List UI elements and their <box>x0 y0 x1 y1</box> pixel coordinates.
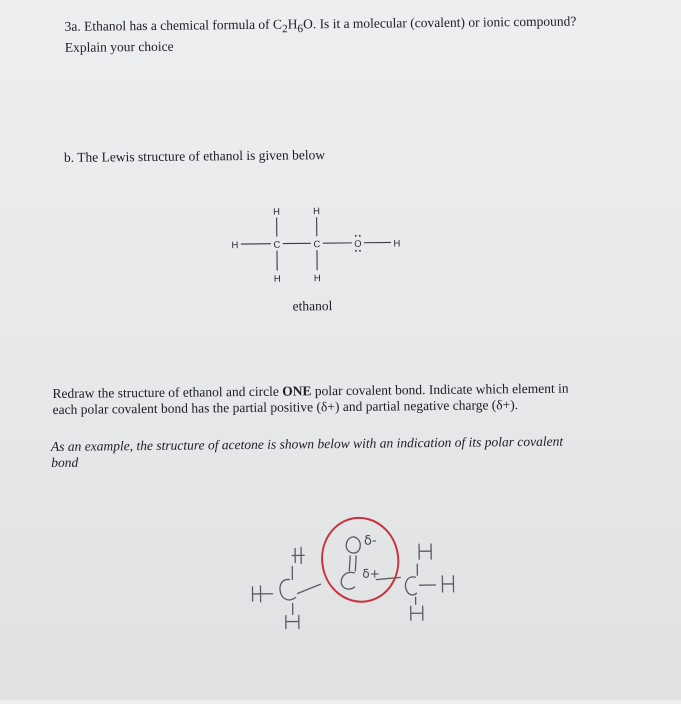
polar-bond-circle <box>316 513 404 607</box>
question-3a-line2: Explain your choice <box>65 33 655 55</box>
delta-minus-label: δ- <box>364 534 377 549</box>
hand-c-left <box>280 579 296 600</box>
atom-c1: C <box>273 240 280 251</box>
atom-h-bottom-1: H <box>274 274 281 285</box>
hand-h-right <box>442 576 453 592</box>
redraw-line1: Redraw the structure of ethanol and circle ONE polar covalent bond. Indicate which element in <box>52 380 652 402</box>
hand-h-left <box>252 586 272 602</box>
atom-h-bottom-2: H <box>314 273 321 284</box>
hand-h-top-left <box>292 547 304 563</box>
hand-oxygen <box>346 537 360 553</box>
acetone-example-note: As an example, the structure of acetone is shown below with an indication of its polar covalent bond <box>51 433 651 471</box>
question-3a-line1: 3a. Ethanol has a chemical formula of $C_2H_6O$. Is it a molecular (covalent) or ionic compound? <box>65 13 655 40</box>
hand-c-center <box>341 572 354 589</box>
atom-h-right: H <box>393 238 400 249</box>
hand-c-right <box>405 577 416 595</box>
atom-c2: C <box>313 239 320 250</box>
atom-h-top-1: H <box>273 207 280 218</box>
redraw-line2: each polar covalent bond has the partial positive (δ+) and partial negative charge (δ+). <box>53 396 653 418</box>
question-3b: b. The Lewis structure of ethanol is given below <box>64 147 325 166</box>
hand-h-bottom-right <box>411 606 423 620</box>
hand-h-top-right <box>419 544 431 559</box>
hand-h-bottom-left <box>286 615 299 628</box>
ethanol-caption: ethanol <box>292 298 332 314</box>
delta-plus-label: δ+ <box>362 567 380 581</box>
hand-bond-c-c-left <box>297 584 320 593</box>
hand-double-bond <box>349 556 356 571</box>
atom-o: O <box>354 239 362 250</box>
atom-h-left: H <box>231 240 238 251</box>
atom-h-top-2: H <box>313 206 320 217</box>
